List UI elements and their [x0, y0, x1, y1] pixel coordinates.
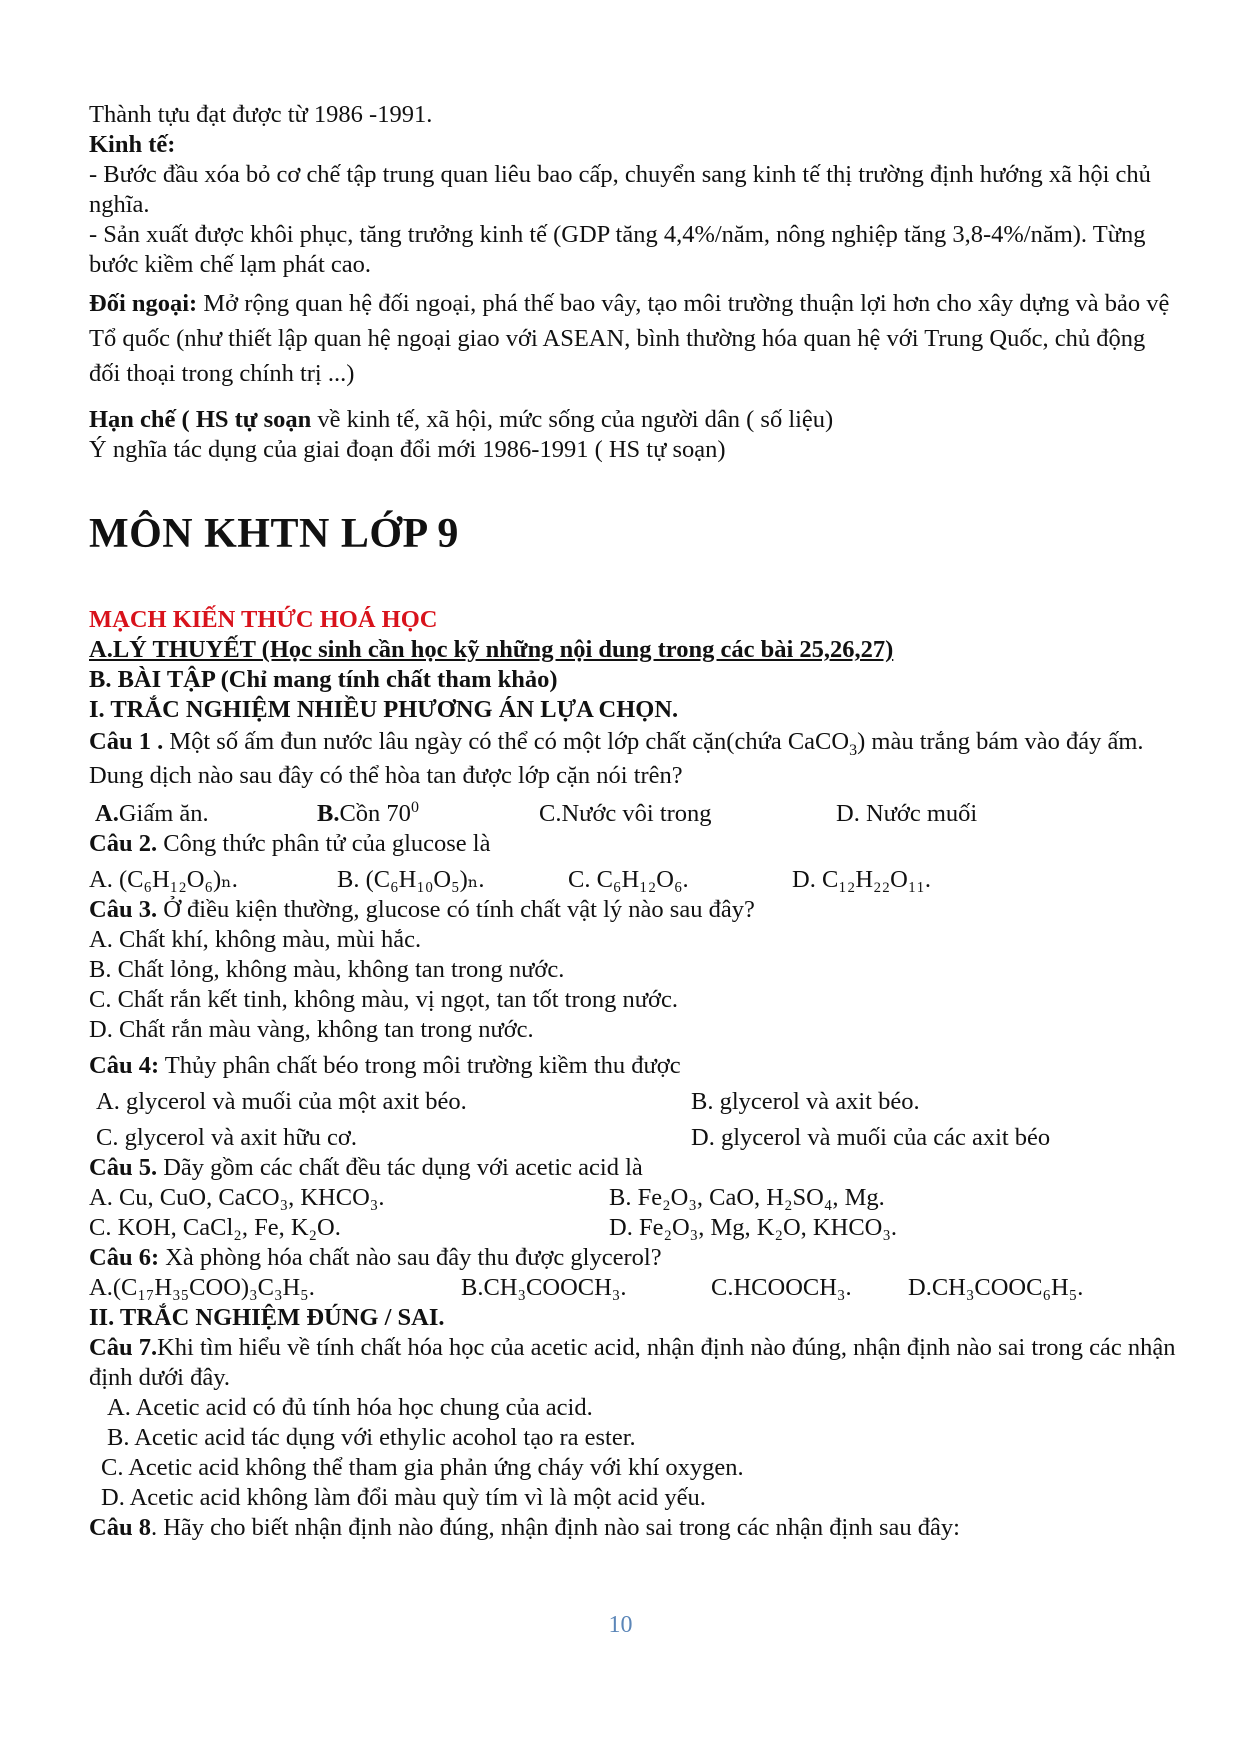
part1-heading: I. TRẮC NGHIỆM NHIỀU PHƯƠNG ÁN LỰA CHỌN. [89, 696, 679, 723]
q3-option-d: D. Chất rắn màu vàng, không tan trong nước. [89, 1016, 534, 1043]
q4-text: Thủy phân chất béo trong môi trường kiềm thu được [159, 1052, 681, 1079]
q2-option-b: B. (C₆H₁₀O₅)ₙ. [337, 866, 485, 893]
q1-option-a [95, 799, 317, 829]
q4-stem [89, 1051, 1179, 1081]
history-heading: Thành tựu đạt được từ 1986 -1991. [89, 101, 433, 128]
q1-option-d: D. Nước muối [836, 800, 978, 827]
q1-option-c: C.Nước vôi trong [539, 800, 712, 827]
q2-options [89, 865, 1179, 895]
q6-label: Câu 6: [89, 1244, 160, 1271]
q6-option-b: B.CH₃COOCH₃. [461, 1274, 627, 1301]
q3-label: Câu 3. [89, 896, 158, 923]
q3-option-a: A. Chất khí, không màu, mùi hắc. [89, 926, 422, 953]
q7-label: Câu 7. [89, 1334, 158, 1361]
theory-line [89, 635, 1179, 665]
document-page [89, 100, 1179, 1543]
q6-option-c: C.HCOOCH₃. [711, 1274, 852, 1301]
q2-option-a: A. (C₆H₁₂O₆)ₙ. [89, 866, 238, 893]
q1-b-text: Cồn 70 [339, 800, 411, 827]
section-heading-red: MẠCH KIẾN THỨC HOÁ HỌC [89, 606, 438, 633]
part2-heading: II. TRẮC NGHIỆM ĐÚNG / SAI. [89, 1304, 445, 1331]
q1-text-a: Một số ấm đun nước lâu ngày có thể có một lớp chất cặn(chứa CaCO [163, 728, 850, 755]
exercises-heading: B. BÀI TẬP (Chỉ mang tính chất tham khảo) [89, 666, 558, 693]
q2-text: Công thức phân tử của glucose là [157, 830, 491, 857]
q4-label: Câu 4: [89, 1052, 160, 1079]
limit-label: Hạn chế ( HS tự soạn [89, 406, 312, 433]
q7-option-d: D. Acetic acid không làm đổi màu quỳ tím vì là một acid yếu. [101, 1484, 706, 1511]
econ-point-2: - Sản xuất được khôi phục, tăng trưởng kinh tế (GDP tăng 4,4%/năm, nông nghiệp tăng 3,8-4%/năm). Từng bước kiềm chế lạm phát cao. [89, 221, 1146, 278]
q4-option-b: B. glycerol và axit béo. [691, 1088, 920, 1115]
theory-lessons: các bài 25,26,27) [720, 636, 894, 663]
page-number: 10 [608, 1612, 633, 1638]
q4-option-d: D. glycerol và muối của các axit béo [691, 1124, 1051, 1151]
q6-option-d: D.CH₃COOC₆H₅. [908, 1274, 1084, 1301]
q2-option-d: D. C₁₂H₂₂O₁₁. [792, 866, 932, 893]
q1-a-text: Giấm ăn. [118, 800, 209, 827]
limit-line [89, 405, 1179, 435]
q8-stem [89, 1513, 1179, 1543]
q1-b-sup: 0 [410, 798, 419, 816]
q5-options-row2 [89, 1213, 1179, 1243]
q5-options-row1 [89, 1183, 1179, 1213]
q6-stem [89, 1243, 1179, 1273]
q4-option-a: A. glycerol và muối của một axit béo. [96, 1088, 467, 1115]
q5-option-b: B. Fe₂O₃, CaO, H₂SO₄, Mg. [609, 1184, 885, 1211]
foreign-paragraph [89, 286, 1179, 391]
q1-stem [89, 725, 1179, 793]
q2-label: Câu 2. [89, 830, 158, 857]
q6-option-a: A.(C₁₇H₃₅COO)₃C₃H₅. [89, 1274, 315, 1301]
econ-point-1: - Bước đầu xóa bỏ cơ chế tập trung quan liêu bao cấp, chuyển sang kinh tế thị trường định hướng xã hội chủ nghĩa. [89, 161, 1151, 218]
q6-options [89, 1273, 1179, 1303]
meaning-line: Ý nghĩa tác dụng của giai đoạn đổi mới 1986-1991 ( HS tự soạn) [89, 436, 726, 463]
q5-stem [89, 1153, 1179, 1183]
q7-option-b: B. Acetic acid tác dụng với ethylic acohol tạo ra ester. [107, 1424, 636, 1451]
q1-sub: 3 [849, 741, 858, 759]
limit-text: về kinh tế, xã hội, mức sống của người dân ( số liệu) [311, 406, 834, 433]
q7-text: Khi tìm hiểu về tính chất hóa học của acetic acid, nhận định nào đúng, nhận định nào sai trong các nhận định dưới đây. [89, 1334, 1176, 1391]
q5-text: Dãy gồm các chất đều tác dụng với acetic acid là [157, 1154, 643, 1181]
q8-text: . Hãy cho biết nhận định nào đúng, nhận định nào sai trong các nhận định sau đây: [150, 1514, 960, 1541]
q1-options [89, 799, 1179, 829]
q3-option-c: C. Chất rắn kết tinh, không màu, vị ngọt, tan tốt trong nước. [89, 986, 678, 1013]
q5-label: Câu 5. [89, 1154, 158, 1181]
q5-option-a: A. Cu, CuO, CaCO₃, KHCO₃. [89, 1184, 385, 1211]
q7-option-a: A. Acetic acid có đủ tính hóa học chung của acid. [107, 1394, 593, 1421]
q8-label: Câu 8 [89, 1514, 151, 1541]
q5-option-d: D. Fe₂O₃, Mg, K₂O, KHCO₃. [609, 1214, 898, 1241]
q7-option-c: C. Acetic acid không thể tham gia phản ứng cháy với khí oxygen. [101, 1454, 744, 1481]
subject-title: MÔN KHTN LỚP 9 [89, 511, 459, 557]
q2-option-c: C. C₆H₁₂O₆. [568, 866, 689, 893]
q6-text: Xà phòng hóa chất nào sau đây thu được glycerol? [159, 1244, 662, 1271]
q1-label: Câu 1 . [89, 728, 164, 755]
q4-options-row1 [89, 1087, 1179, 1117]
theory-text: A.LÝ THUYẾT (Học sinh cần học kỹ những nội dung trong [89, 636, 721, 663]
q3-stem [89, 895, 1179, 925]
econ-label: Kinh tế: [89, 131, 176, 158]
q1-text-b: ) màu trắng bám vào đáy ấm. Dung dịch nào sau đây có thể hòa tan được lớp cặn nói trên? [89, 728, 1144, 789]
q1-b-label: B. [317, 800, 340, 827]
q7-stem [89, 1333, 1179, 1393]
q5-option-c: C. KOH, CaCl₂, Fe, K₂O. [89, 1214, 341, 1241]
q4-options-row2 [89, 1123, 1179, 1153]
q3-text: Ở điều kiện thường, glucose có tính chất vật lý nào sau đây? [157, 896, 755, 923]
foreign-text: Mở rộng quan hệ đối ngoại, phá thế bao vây, tạo môi trường thuận lợi hơn cho xây dựng và bảo vệ Tổ quốc (như thiết lập quan hệ ngoại giao với ASEAN, bình thường hóa quan hệ với Trung Quốc, chủ động đối thoại trong chính trị ...) [89, 290, 1170, 387]
foreign-label: Đối ngoại: [89, 290, 198, 317]
q2-stem [89, 829, 1179, 859]
q1-option-b [317, 799, 539, 829]
q1-a-label: A. [95, 800, 119, 827]
q3-option-b: B. Chất lỏng, không màu, không tan trong nước. [89, 956, 565, 983]
q4-option-c: C. glycerol và axit hữu cơ. [96, 1124, 357, 1151]
